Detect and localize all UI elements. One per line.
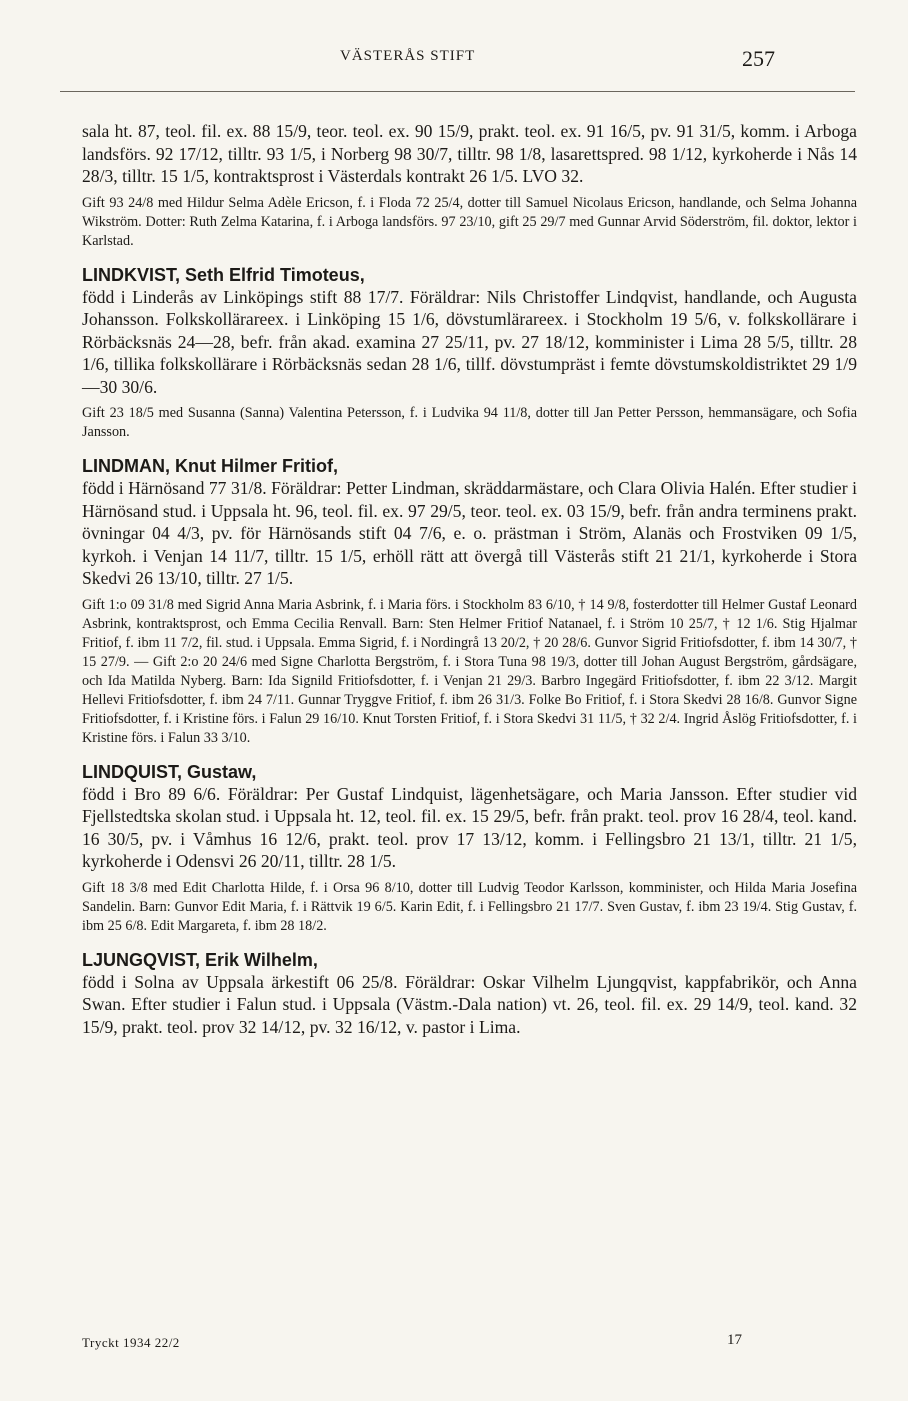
header-divider: [60, 91, 855, 92]
entry-lindman: [82, 456, 857, 748]
entry-name: LINDMAN, Knut Hilmer Fritiof,: [82, 456, 338, 476]
entry-lindkvist: [82, 265, 857, 443]
entry-body: född i Bro 89 6/6. Föräldrar: Per Gustaf Lindquist, lägenhetsägare, och Maria Jansson. Efter studier vid Fjellstedtska skolan stud. i Uppsala ht. 12, teol. fil. ex. 15 29/5, befr. från prakt. teol. prov 16 28/4, teol. kand. 16 30/5, pv. i Våmhus 16 12/6, prakt. teol. prov 17 13/12, komm. i Fellingsbro 21 13/1, tilltr. 21 1/5, kyrkoherde i Odensvi 26 20/11, tilltr. 28 1/5.: [82, 783, 857, 871]
entry-name: LINDKVIST, Seth Elfrid Timoteus,: [82, 264, 365, 285]
entry-body: född i Linderås av Linköpings stift 88 17/7. Föräldrar: Nils Christoffer Lindqvist, handlande, och Augusta Johansson. Folkskollärareex. i Linköping 15 1/6, dövstumlärareex. i Stockholm 19 5/6, v. folkskollärare i Rörbäcksnäs 24—28, befr. från akad. examina 27 25/11, pv. 27 18/12, komminister i Lima 28 5/5, tilltr. 28 1/6, tillika folkskollärare i Rörbäcksnäs sedan 28 1/6, tillf. dövstumpräst i femte dövstumskoldistriktet 29 1/9—30 30/6.: [82, 286, 857, 397]
entry-family: Gift 93 24/8 med Hildur Selma Adèle Ericson, f. i Floda 72 25/4, dotter till Samuel Nicolaus Ericson, handlande, och Selma Johanna Wikström. Dotter: Ruth Zelma Katarina, f. i Arboga landsförs. 97 23/10, gift 25 29/7 med Gunnar Arvid Söderström, fil. doktor, lektor i Karlstad.: [82, 194, 857, 249]
page-number: 257: [742, 46, 775, 71]
entry-family: Gift 23 18/5 med Susanna (Sanna) Valentina Petersson, f. i Ludvika 94 11/8, dotter till Jan Petter Persson, hemmansägare, och Sofia Jansson.: [82, 405, 857, 440]
entry-body: sala ht. 87, teol. fil. ex. 88 15/9, teor. teol. ex. 90 15/9, prakt. teol. ex. 91 16/5, pv. 91 31/5, komm. i Arboga landsförs. 92 17/12, tilltr. 93 1/5, i Norberg 98 30/7, tilltr. 98 1/8, lasarettspred. 98 1/12, kyrkoherde i Nås 14 28/3, tilltr. 15 1/5, kontraktsprost i Västerdals kontrakt 26 1/5. LVO 32.: [82, 121, 857, 186]
entry-family: Gift 1:o 09 31/8 med Sigrid Anna Maria Asbrink, f. i Maria förs. i Stockholm 83 6/10, † 14 9/8, fosterdotter till Helmer Gustaf Leonard Asbrink, kontraktsprost, och Emma Cecilia Renvall. Barn: Sten Helmer Fritiof Natanael, f. i Ström 10 25/7, † 12 1/6. Stig Hjalmar Fritiof, f. ibm 11 7/2, fil. stud. i Uppsala. Emma Sigrid, f. i Nordingrå 13 20/2, † 20 28/6. Gunvor Sigrid Fritiofsdotter, f. ibm 14 30/7, † 15 27/9. — Gift 2:o 20 24/6 med Signe Charlotta Bergström, f. i Stora Tuna 98 19/3, dotter till Johan August Bergström, gårdsägare, och Ida Matilda Nyberg. Barn: Ida Signild Fritiofsdotter, f. i Venjan 21 29/3. Barbro Ingegärd Fritiofsdotter, f. ibm 22 3/12. Margit Hellevi Fritiofsdotter, f. ibm 24 7/11. Gunnar Tryggve Fritiof, f. ibm 26 31/3. Folke Bo Fritiof, f. i Stora Skedvi 28 16/8. Gunvor Signe Fritiofsdotter, f. i Kristine förs. i Falun 29 16/10. Knut Torsten Fritiof, f. i Stora Skedvi 31 11/5, † 32 2/4. Ingrid Åslög Fritiofsdotter, f. i Kristine förs. i Falun 33 3/10.: [82, 596, 857, 746]
entry-continued: [82, 120, 857, 251]
entry-ljungqvist: [82, 950, 857, 1039]
running-title: VÄSTERÅS STIFT: [340, 48, 476, 64]
page-content: [82, 120, 857, 1052]
print-note: Tryckt 1934 22/2: [82, 1335, 180, 1350]
entry-name: LJUNGQVIST, Erik Wilhelm,: [82, 949, 318, 970]
entry-body: född i Härnösand 77 31/8. Föräldrar: Petter Lindman, skräddarmästare, och Clara Olivia Halén. Efter studier i Härnösand stud. i Uppsala ht. 96, teol. fil. ex. 97 29/5, teor. teol. ex. 03 15/9, befr. från andra terminens prakt. övningar 04 4/3, pv. för Härnösands stift 04 7/6, e. o. prästman i Ström, Alanäs och Frostviken 09 1/5, kyrkoh. i Venjan 14 11/7, tilltr. 15 1/5, erhöll rätt att övergå till Västerås stift 21 21/1, kyrkoherde i Stora Skedvi 26 13/10, tilltr. 27 1/5.: [82, 478, 857, 588]
entry-lindquist: [82, 762, 857, 936]
entry-name: LINDQUIST, Gustaw,: [82, 761, 257, 782]
entry-family: Gift 18 3/8 med Edit Charlotta Hilde, f. i Orsa 96 8/10, dotter till Ludvig Teodor Karlsson, komminister, och Hilda Maria Josefina Sandelin. Barn: Gunvor Edit Maria, f. i Rättvik 19 6/5. Karin Edit, f. i Fellingsbro 21 17/7. Sven Gustav, f. ibm 23 19/4. Stig Gustav, f. ibm 25 6/8. Edit Margareta, f. ibm 28 18/2.: [82, 879, 857, 934]
page-footer: [82, 1332, 782, 1357]
sheet-number: 17: [727, 1332, 742, 1348]
entry-body: född i Solna av Uppsala ärkestift 06 25/8. Föräldrar: Oskar Vilhelm Ljungqvist, kappfabrikör, och Anna Swan. Efter studier i Falun stud. i Uppsala (Västm.-Dala nation) vt. 26, teol. fil. ex. 29 14/9, teol. kand. 32 15/9, prakt. teol. prov 32 14/12, pv. 32 16/12, v. pastor i Lima.: [82, 971, 857, 1037]
page-header: [0, 46, 908, 94]
